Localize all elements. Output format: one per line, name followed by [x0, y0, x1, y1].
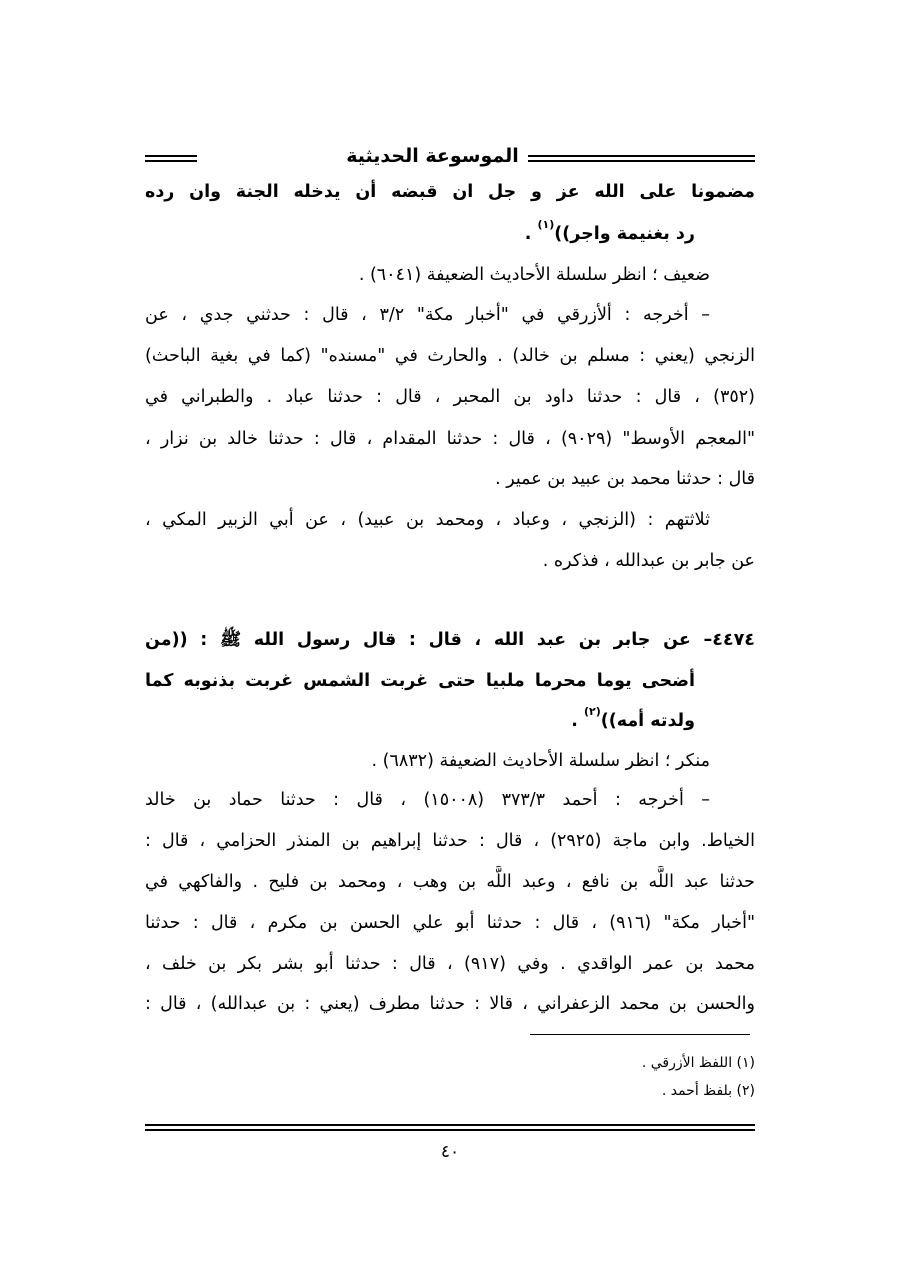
text-line: الزنجي (يعني : مسلم بن خالد) . والحارث في "مسنده" (كما في بغية الباحث) — [145, 346, 755, 366]
text-line: – أخرجه : أحمد ٣٧٣/٣ (١٥٠٠٨) ، قال : حدثنا حماد بن خالد — [145, 790, 710, 810]
header-title: الموسوعة الحديثية — [346, 145, 519, 167]
text-line: رد بغنيمة واجر))$^{(١)}$ . — [524, 218, 695, 244]
text-line: مضمونا على الله عز و جل ان قبضه أن يدخله الجنة وان رده — [145, 182, 755, 202]
text-line: محمد بن عمر الواقدي . وفي (٩١٧) ، قال : حدثنا أبو بشر بكر بن خلف ، — [145, 954, 755, 974]
text-line: الخياط. وابن ماجة (٢٩٢٥) ، قال : حدثنا إبراهيم بن المنذر الحزامي ، قال : — [145, 831, 755, 851]
text-line: ضعيف ؛ انظر سلسلة الأحاديث الضعيفة (٦٠٤١) . — [358, 265, 710, 285]
text-line: ثلاثتهم : (الزنجي ، وعباد ، ومحمد بن عبيد) ، عن أبي الزبير المكي ، — [145, 510, 710, 530]
text-line: عن جابر بن عبدالله ، فذكره . — [542, 551, 755, 571]
footer-rule — [145, 1124, 755, 1131]
hadith-heading: ٤٤٧٤– عن جابر بن عبد الله ، قال : قال رسول الله ﷺ : ((من — [145, 630, 755, 650]
text-line: منكر ؛ انظر سلسلة الأحاديث الضعيفة (٦٨٣٢) . — [371, 751, 710, 771]
text-line: والحسن بن محمد الزعفراني ، قالا : حدثنا مطرف (يعني : بن عبدالله) ، قال : — [145, 994, 755, 1014]
page-number: ٤٠ — [440, 1142, 460, 1162]
text-line: أضحى يوما محرما ملبيا حتى غربت الشمس غربت بذنوبه كما — [145, 671, 695, 691]
footnote: (٢) بلفظ أحمد . — [661, 1083, 755, 1099]
text-line: – أخرجه : ألأزرقي في "أخبار مكة" ٣/٢ ، قال : حدثني جدي ، عن — [145, 305, 710, 325]
text-line: ولدته أمه))$^{(٢)}$ . — [571, 705, 695, 731]
footnote: (١) اللفظ الأزرقي . — [641, 1055, 755, 1071]
footnote-ref: (١) — [537, 218, 555, 231]
text-line: حدثنا عبد اللَّه بن نافع ، وعبد اللَّه بن وهب ، ومحمد بن فليح . والفاكهي في — [145, 872, 755, 892]
footnote-ref: (٢) — [583, 705, 601, 718]
text-line: "المعجم الأوسط" (٩٠٢٩) ، قال : حدثنا المقدام ، قال : حدثنا خالد بن نزار ، — [145, 429, 755, 449]
footnote-separator — [530, 1034, 750, 1035]
text-line: (٣٥٢) ، قال : حدثنا داود بن المحبر ، قال : حدثنا عباد . والطبراني في — [145, 387, 755, 407]
text-line: قال : حدثنا محمد بن عبيد بن عمير . — [495, 469, 755, 489]
text-line: "أخبار مكة" (٩١٦) ، قال : حدثنا أبو علي الحسن بن مكرم ، قال : حدثنا — [145, 913, 755, 933]
